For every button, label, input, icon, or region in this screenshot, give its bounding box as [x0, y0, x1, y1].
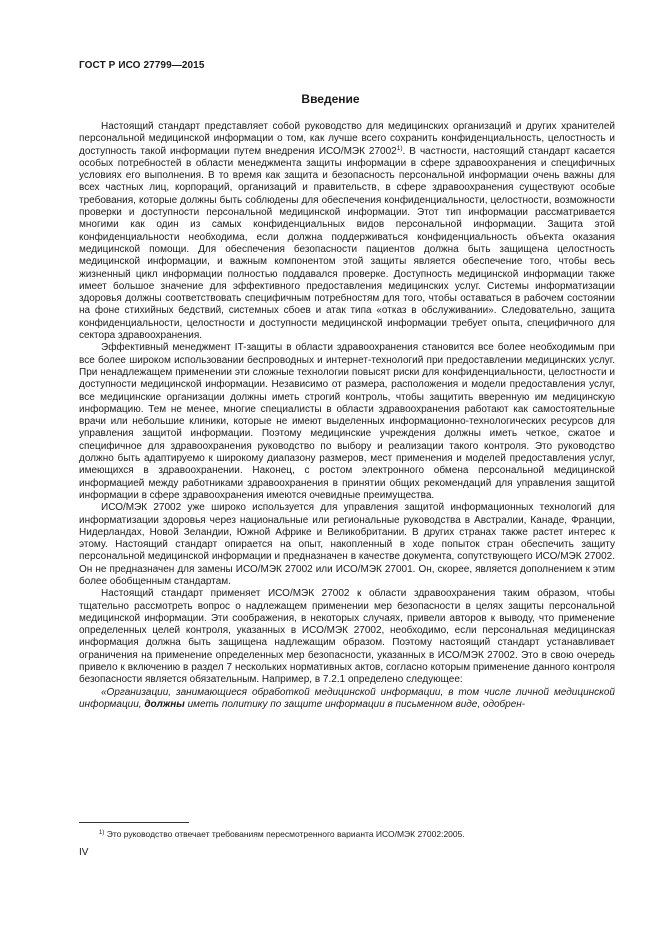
- footnote-text: Это руководство отвечает требованиям пересмотренного варианта ИСО/МЭК 27002:2005.: [104, 829, 465, 839]
- quote-text: «Организации, занимающиеся обработкой медицинской информации, в том числе личной медицинской информации,: [79, 686, 615, 710]
- paragraph-text: Настоящий стандарт представляет собой руководство для медицинских организаций и других хранителей персональной медицинской информации о том, как лучше всего сохранить конфиденциальность, целостность и доступность такой информации путем внедрения ИСО/МЭК 27002: [79, 121, 615, 157]
- paragraph: Эффективный менеджмент IT-защиты в области здравоохранения становится все более необходимым при все более широком использовании беспроводных и интернет-технологий при предоставлении медицинских услуг. При ненадлежащем применении эти сложные технологии повысят риски для конфиденциальности, целостности и доступности медицинской информации. Независимо от размера, расположения и модели предоставления услуг, все медицинские организации должны иметь строгий контроль, чтобы защитить вверенную им медицинскую информацию. Тем не менее, многие специалисты в области здравоохранения работают как самостоятельные врачи или небольшие клиники, которые не имеют выделенных информационно-технологических ресурсов для управления защитой информации. Поэтому медицинские учреждения должны иметь четкое, сжатое и специфичное для здравоохранения руководство по выбору и реализации такого контроля. Это руководство должно быть адаптируемо к широкому диапазону размеров, мест применения и моделей предоставления услуг, имеющихся в здравоохранении. Наконец, с ростом электронного обмена персональной медицинской информацией между работниками здравоохранения в принятии общих рекомендаций для управления защитой информации в сфере здравоохранения имеются очевидные преимущества.: [79, 342, 615, 501]
- quoted-paragraph: [79, 687, 615, 712]
- document-body: [79, 121, 615, 711]
- paragraph: [79, 121, 615, 342]
- quote-text: иметь политику по защите информации в письменном виде, одобрен-: [184, 698, 526, 710]
- footnote-ref: 1): [396, 144, 403, 152]
- paragraph: ИСО/МЭК 27002 уже широко используется для управления защитой информационных технологий для информатизации здоровья через национальные или региональные руководства в Австралии, Канаде, Франции, Нидерландах, Новой Зеландии, Южной Африке и Великобритании. В других странах также растет интерес к этому. Настоящий стандарт опирается на опыт, накопленный в ходе попыток стран обеспечить защиту персональной медицинской информации и предназначен в качестве документа, сопутствующего ИСО/МЭК 27002. Он не предназначен для замены ИСО/МЭК 27002 или ИСО/МЭК 27001. Он, скорее, является дополнением к этим более обобщенным стандартам.: [79, 502, 615, 587]
- section-title: Введение: [301, 92, 360, 106]
- page-number: IV: [79, 847, 89, 858]
- footnote-marker: 1): [99, 830, 105, 836]
- document-header: ГОСТ Р ИСО 27799—2015: [79, 60, 205, 71]
- footnote: [99, 829, 465, 839]
- paragraph-text: . В частности, настоящий стандарт касается особых потребностей в области менеджмента защиты информации в сфере здравоохранения и специфичных условиях его выполнения. В то время как защита и безопасность персональной информации очень важны для всех частных лиц, корпораций, организаций и правительств, в сфере здравоохранения существуют особые требования, которые должны быть соблюдены для обеспечения конфиденциальности, целостности, возможности проверки и доступности персональной медицинской информации. Этот тип информации рассматривается многими как один из самых конфиденциальных видов персональной информации. Защита этой конфиденциальности необходима, если должна поддерживаться конфиденциальность объекта оказания медицинской помощи. Для обеспечения безопасности пациентов должна быть защищена целостность медицинской информации, и важным компонентом этой защиты является обеспечение того, чтобы весь жизненный цикл информации полностью поддавался проверке. Доступность медицинской информации также имеет большое значение для эффективного предоставления медицинских услуг. Системы информатизации здоровья должны соответствовать специфичным потребностям для того, чтобы оставаться в рабочем состоянии на фоне стихийных бедствий, системных сбоев и атак типа «отказ в обслуживании». Следовательно, защита конфиденциальности, целостности и доступности медицинской информации требует опыта, специфичного для сектора здравоохранения.: [79, 145, 615, 342]
- paragraph: Настоящий стандарт применяет ИСО/МЭК 27002 к области здравоохранения таким образом, чтобы тщательно рассмотреть вопрос о надлежащем применении мер безопасности в целях защиты персональной медицинской информации. Эти соображения, в некоторых случаях, привели авторов к выводу, что применение определенных целей контроля, указанных в ИСО/МЭК 27002, необходимо, если персональная медицинская информация должна быть защищена надлежащим образом. Поэтому настоящий стандарт устанавливает ограничения на применение определенных мер безопасности, указанных в ИСО/МЭК 27002. Это в свою очередь привело к включению в раздел 7 нескольких нормативных актов, согласно которым применение данного контроля безопасности является обязательным. Например, в 7.2.1 определено следующее:: [79, 588, 615, 686]
- quote-emphasis: должны: [144, 698, 185, 710]
- footnote-divider: [79, 822, 189, 823]
